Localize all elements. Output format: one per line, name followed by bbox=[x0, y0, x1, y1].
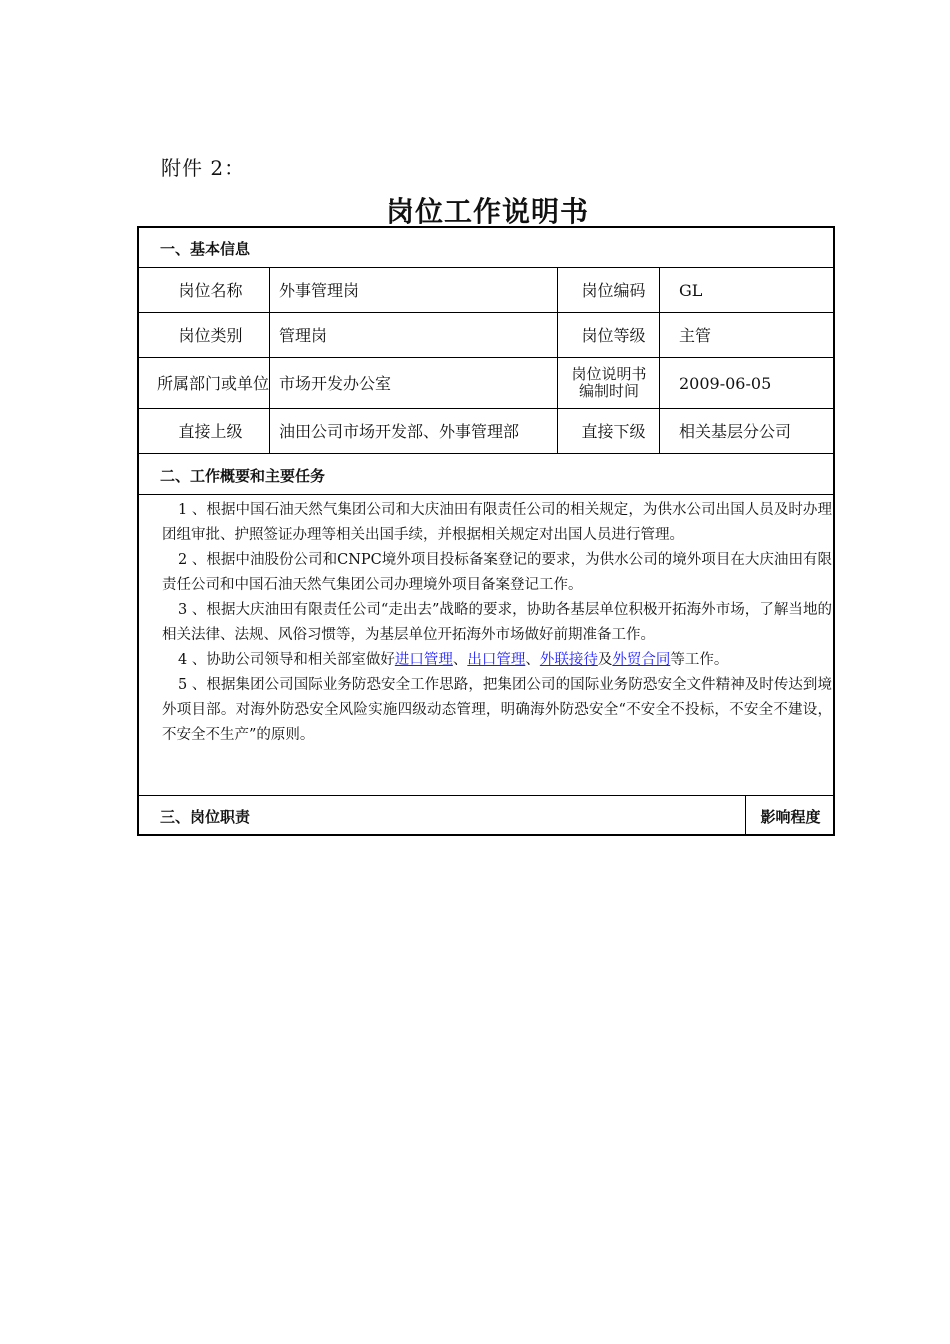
value-post-level: 主管 bbox=[679, 325, 712, 345]
value-compile-date: 2009-06-05 bbox=[679, 373, 772, 393]
row-divider bbox=[137, 795, 835, 796]
label-post-category: 岗位类别 bbox=[178, 325, 243, 345]
task4-separator: 、 bbox=[452, 652, 468, 668]
value-post-name: 外事管理岗 bbox=[279, 280, 360, 300]
link-foreign-trade-contract[interactable]: 外贸合同 bbox=[612, 652, 671, 668]
label-direct-subordinate: 直接下级 bbox=[581, 421, 646, 441]
section-heading-work-summary: 二、工作概要和主要任务 bbox=[160, 467, 326, 485]
label-post-level: 岗位等级 bbox=[581, 325, 646, 345]
document-title: 岗位工作说明书 bbox=[385, 195, 589, 228]
section-heading-basic-info: 一、基本信息 bbox=[160, 240, 251, 258]
section-heading-responsibilities: 三、岗位职责 bbox=[160, 808, 251, 826]
attachment-label: 附件 2： bbox=[161, 156, 246, 180]
label-direct-superior: 直接上级 bbox=[178, 421, 243, 441]
label-department: 所属部门或单位 bbox=[157, 373, 270, 393]
value-direct-superior: 油田公司市场开发部、外事管理部 bbox=[279, 421, 520, 441]
value-post-code: GL bbox=[679, 280, 703, 300]
link-export-management[interactable]: 出口管理 bbox=[467, 652, 526, 668]
link-external-reception[interactable]: 外联接待 bbox=[539, 652, 598, 668]
value-post-category: 管理岗 bbox=[279, 325, 328, 345]
value-direct-subordinate: 相关基层分公司 bbox=[679, 421, 792, 441]
value-department: 市场开发办公室 bbox=[279, 373, 392, 393]
task-paragraph-4 bbox=[162, 648, 832, 673]
row-divider bbox=[137, 453, 835, 454]
task-paragraph-1: 1 、根据中国石油天然气集团公司和大庆油田有限责任公司的相关规定，为供水公司出国人员及时办理团组审批、护照签证办理等相关出国手续，并根据相关规定对出国人员进行管理。 bbox=[162, 502, 832, 543]
task-paragraph-5: 5 、根据集团公司国际业务防恐安全工作思路，把集团公司的国际业务防恐安全文件精神及时传达到境外项目部。对海外防恐安全风险实施四级动态管理，明确海外防恐安全“不安全不投标，不安全不建设，不安全不生产”的原则。 bbox=[162, 677, 832, 743]
label-post-name: 岗位名称 bbox=[178, 280, 243, 300]
row-divider bbox=[137, 494, 835, 495]
task4-prefix: 4 、协助公司领导和相关部室做好 bbox=[178, 652, 395, 668]
label-compile-date: 岗位说明书编制时间 bbox=[571, 365, 647, 400]
task4-separator: 、 bbox=[525, 652, 540, 668]
column-divider bbox=[557, 267, 558, 453]
task4-suffix: 等工作。 bbox=[670, 652, 729, 668]
work-summary-body bbox=[162, 498, 832, 748]
link-import-management[interactable]: 进口管理 bbox=[394, 652, 453, 668]
column-divider bbox=[659, 267, 660, 453]
task-paragraph-2: 2 、根据中油股份公司和CNPC境外项目投标备案登记的要求，为供水公司的境外项目在大庆油田有限责任公司和中国石油天然气集团公司办理境外项目备案登记工作。 bbox=[162, 552, 832, 593]
task4-separator: 及 bbox=[597, 652, 613, 668]
impact-level-header: 影响程度 bbox=[760, 807, 821, 826]
label-post-code: 岗位编码 bbox=[581, 280, 646, 300]
task-paragraph-3: 3 、根据大庆油田有限责任公司“走出去”战略的要求，协助各基层单位积极开拓海外市场，了解当地的相关法律、法规、风俗习惯等，为基层单位开拓海外市场做好前期准备工作。 bbox=[162, 602, 832, 643]
